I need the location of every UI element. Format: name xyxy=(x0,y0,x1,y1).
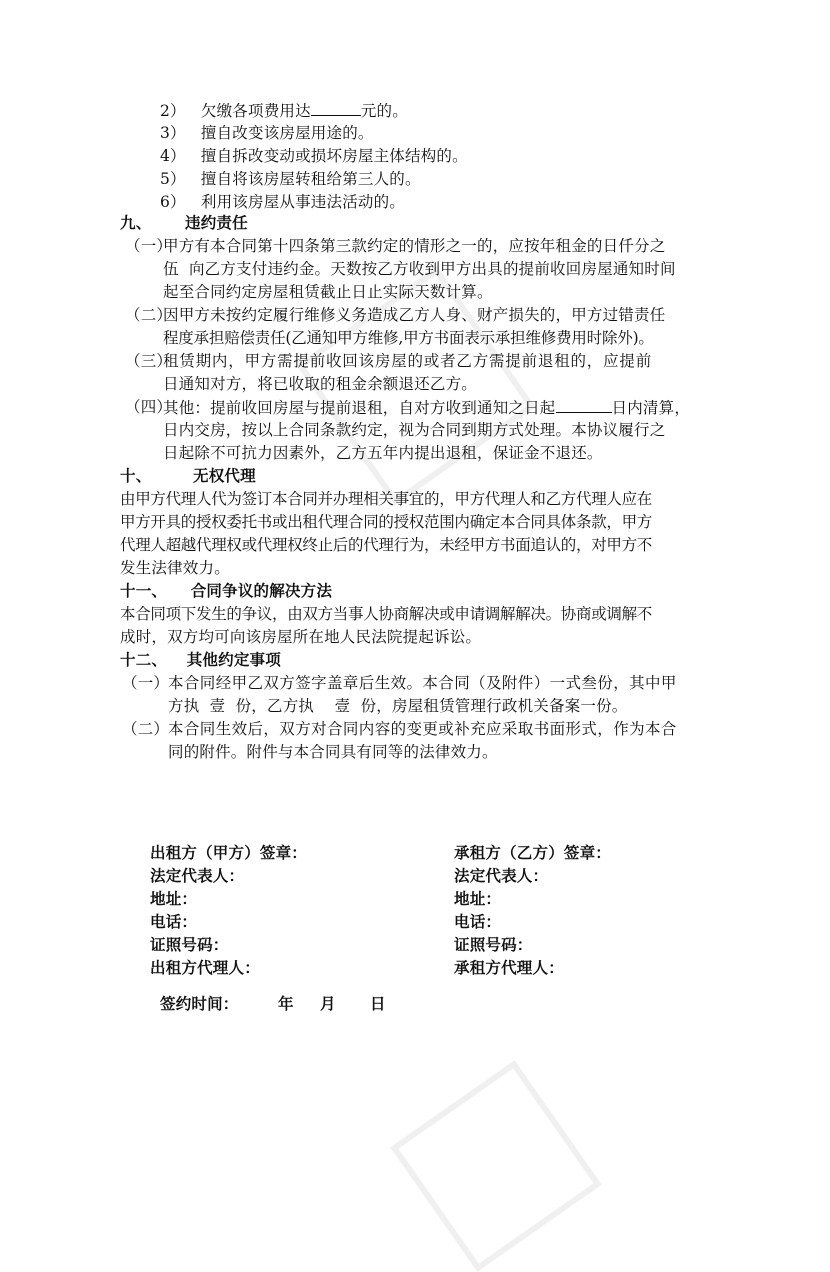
section-12-heading xyxy=(120,649,281,671)
item-text: 利用该房屋从事违法活动的。 xyxy=(200,193,406,211)
section-number: 十、 xyxy=(120,466,152,485)
section-number: 十一、 xyxy=(120,581,168,600)
breach-item-3 xyxy=(160,122,374,144)
clause-text: 本合同生效后，双方对合同内容的变更或补充应采取书面形式，作为本合 xyxy=(168,720,677,738)
clause-text: 因甲方未按约定履行维修义务造成乙方人身、财产损失的，甲方过错责任 xyxy=(163,306,666,324)
paragraph-text: 成时，双方均可向该房屋所在地人民法院提起诉讼。 xyxy=(120,628,482,646)
clause-text: 方执 壹 份，乙方执 壹 份，房屋租赁管理行政机关备案一份。 xyxy=(168,697,628,715)
section-number: 九、 xyxy=(120,213,152,232)
item-number: 5） xyxy=(160,170,186,188)
signing-date-month: 月 xyxy=(320,994,336,1013)
clause-number: （三） xyxy=(125,352,173,370)
clause-line xyxy=(163,396,690,419)
breach-item-6 xyxy=(160,191,405,213)
item-text: 擅自改变该房屋用途的。 xyxy=(200,124,374,142)
lessor-seal-label: 出租方（甲方）签章： xyxy=(150,843,308,862)
lessee-phone-label: 电话： xyxy=(454,912,502,931)
lessee-agent-label: 承租方代理人： xyxy=(454,958,564,977)
section-9-heading xyxy=(120,212,248,234)
item-text: 擅自拆改变动或损坏房屋主体结构的。 xyxy=(200,147,468,165)
paragraph-text: 由甲方代理人代为签订本合同并办理相关事宜的，甲方代理人和乙方代理人应在 xyxy=(120,490,653,508)
clause-text: 程度承担赔偿责任(乙通知甲方维修,甲方书面表示承担维修费用时除外)。 xyxy=(163,329,654,347)
clause-text: 起至合同约定房屋租赁截止日止实际天数计算。 xyxy=(163,283,493,301)
clause-number: （四） xyxy=(125,398,173,416)
signing-date-year: 年 xyxy=(278,994,294,1013)
section-title: 合同争议的解决方法 xyxy=(190,581,333,600)
item-number: 2） xyxy=(160,102,186,120)
item-number: 6） xyxy=(160,193,186,211)
signing-date-label: 签约时间： xyxy=(160,994,239,1013)
paragraph-text: 本合同项下发生的争议，由双方当事人协商解决或申请调解解决。协商或调解不 xyxy=(120,605,653,623)
clause-number: （一） xyxy=(122,674,170,692)
breach-item-2 xyxy=(160,99,408,122)
lessor-license-label: 证照号码： xyxy=(150,935,229,954)
amount-blank[interactable] xyxy=(311,99,361,116)
clause-number: （一） xyxy=(125,237,173,255)
signing-date-day: 日 xyxy=(370,994,386,1013)
lessor-address-label: 地址： xyxy=(150,889,198,908)
item-text: 擅自将该房屋转租给第三人的。 xyxy=(200,170,421,188)
section-title: 无权代理 xyxy=(193,466,256,485)
paragraph-text: 甲方开具的授权委托书或出租代理合同的授权范围内确定本合同具体条款，甲方 xyxy=(120,513,653,531)
paragraph-text: 代理人超越代理权或代理权终止后的代理行为，未经甲方书面追认的，对甲方不 xyxy=(120,536,653,554)
watermark-shape xyxy=(390,1060,602,1272)
lessor-phone-label: 电话： xyxy=(150,912,198,931)
clause-text: 日内交房，按以上合同条款约定，视为合同到期方式处理。本协议履行之 xyxy=(163,421,666,439)
section-title: 违约责任 xyxy=(185,213,248,232)
lessor-legal-rep-label: 法定代表人： xyxy=(150,866,245,885)
section-number: 十二、 xyxy=(120,650,168,669)
clause-text: 日起除不可抗力因素外，乙方五年内提出退租，保证金不退还。 xyxy=(163,444,603,462)
clause-number: （二） xyxy=(122,720,170,738)
clause-text: 同的附件。附件与本合同具有同等的法律效力。 xyxy=(168,743,498,761)
clause-number: （二） xyxy=(125,306,173,324)
paragraph-text: 发生法律效力。 xyxy=(120,559,230,577)
lessee-address-label: 地址： xyxy=(454,889,502,908)
item-number: 3） xyxy=(160,124,186,142)
clause-text: 其他：提前收回房屋与提前退租，自对方收到通知之日起 xyxy=(163,399,556,417)
clause-text: 伍 向乙方支付违约金。天数按乙方收到甲方出具的提前收回房屋通知时间 xyxy=(163,260,676,278)
clause-text: 日内清算， xyxy=(611,399,691,417)
days-blank[interactable] xyxy=(556,396,612,413)
section-10-heading xyxy=(120,465,256,487)
item-text: 元的。 xyxy=(360,102,408,120)
lessee-legal-rep-label: 法定代表人： xyxy=(454,866,549,885)
section-title: 其他约定事项 xyxy=(186,650,281,669)
lessor-agent-label: 出租方代理人： xyxy=(150,958,260,977)
section-11-heading xyxy=(120,580,332,602)
clause-text: 日通知对方，将已收取的租金余额退还乙方。 xyxy=(163,375,478,393)
item-text: 欠缴各项费用达 xyxy=(200,102,311,120)
breach-item-4 xyxy=(160,145,468,167)
breach-item-5 xyxy=(160,168,421,190)
lessee-seal-label: 承租方（乙方）签章： xyxy=(454,843,612,862)
item-number: 4） xyxy=(160,147,186,165)
clause-text: 甲方有本合同第十四条第三款约定的情形之一的，应按年租金的日仟分之 xyxy=(163,237,666,255)
lessee-license-label: 证照号码： xyxy=(454,935,533,954)
clause-text: 本合同经甲乙双方签字盖章后生效。本合同（及附件）一式叁份，其中甲 xyxy=(168,674,677,692)
clause-text: 租赁期内，甲方需提前收回该房屋的或者乙方需提前退租的，应提前 xyxy=(163,352,653,370)
